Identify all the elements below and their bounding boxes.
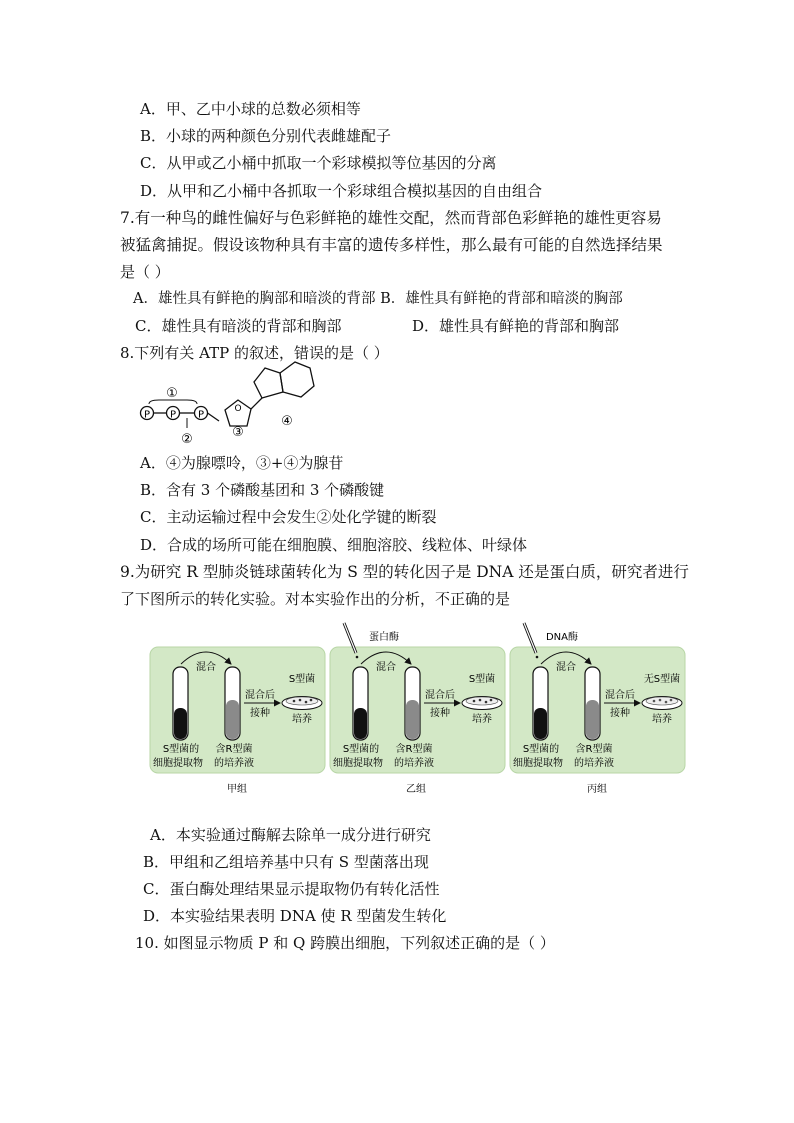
group-a-title: 甲组 [227,784,247,795]
group-c-title: 丙组 [587,784,607,795]
group-a-mix-label: 混合 [196,662,216,673]
q8-option-c: C．主动运输过程中会发生②处化学键的断裂 [140,508,437,526]
group-b-medium-label-2: 的培养液 [394,758,434,769]
group-c-medium-label-1: 含R型菌 [575,744,613,755]
q7-option-ab: A．雄性具有鲜艳的胸部和暗淡的背部 B．雄性具有鲜艳的背部和暗淡的胸部 [133,291,623,307]
group-b-enzyme-label: 蛋白酶 [369,632,399,643]
q9-option-d: D．本实验结果表明 DNA 使 R 型菌发生转化 [143,907,447,925]
group-c-enzyme-label: DNA酶 [545,632,579,643]
phosphate-p-2: P [169,409,177,421]
group-b-mix-label: 混合 [376,662,396,673]
atp-structure-figure [135,360,335,445]
group-c-extract-label-1: S型菌的 [522,744,560,755]
q9-stem-line-1: 9.为研究 R 型肺炎链球菌转化为 S 型的转化因子是 DNA 还是蛋白质，研究者进行 [120,563,689,581]
group-c-mix-label: 混合 [556,662,576,673]
group-c-inoculate-label-2: 接种 [610,708,630,719]
q9-option-b: B．甲组和乙组培养基中只有 S 型菌落出现 [143,853,429,871]
phosphate-p-3: P [197,409,205,421]
q6-option-b: B．小球的两种颜色分别代表雌雄配子 [140,127,392,145]
q7-option-d: D．雄性具有鲜艳的背部和胸部 [412,317,620,335]
q7-stem-line-2: 被猛禽捕捉。假设该物种具有丰富的遗传多样性，那么最有可能的自然选择结果 [120,236,663,254]
group-c-inoculate-label-1: 混合后 [605,690,635,701]
group-a-medium-label-2: 的培养液 [214,758,254,769]
atp-label-3: ③ [232,425,244,440]
group-c-panel [510,623,685,773]
group-a-culture-label: 培养 [292,714,312,725]
q8-option-a: A．④为腺嘌呤，③+④为腺苷 [140,454,344,472]
ribose-oxygen: O [234,404,242,414]
atp-label-4: ④ [281,414,293,429]
group-c-medium-label-2: 的培养液 [574,758,614,769]
q6-option-c: C．从甲或乙小桶中抓取一个彩球模拟等位基因的分离 [140,154,497,172]
group-b-inoculate-label-1: 混合后 [425,690,455,701]
q9-stem-line-2: 了下图所示的转化实验。对本实验作出的分析，不正确的是 [120,590,511,608]
group-b-title: 乙组 [406,784,426,795]
q7-stem-line-3: 是（ ） [120,263,170,281]
group-a-panel [150,647,325,773]
q8-stem: 8.下列有关 ATP 的叙述，错误的是（ ） [120,344,389,362]
q6-option-d: D．从甲和乙小桶中各抓取一个彩球组合模拟基因的自由组合 [140,182,543,200]
adenine-five-ring [254,368,283,398]
q9-option-c: C．蛋白酶处理结果显示提取物仍有转化活性 [143,880,440,898]
group-c-extract-label-2: 细胞提取物 [513,758,563,769]
group-b-culture-label: 培养 [472,714,492,725]
group-a-result: S型菌 [288,674,316,685]
group-a-inoculate-label-2: 接种 [250,708,270,719]
group-b-panel [330,623,505,773]
q7-stem-line-1: 7.有一种鸟的雌性偏好与色彩鲜艳的雄性交配，然而背部色彩鲜艳的雄性更容易 [120,209,662,227]
adenine-six-ring [280,362,314,397]
q8-option-d: D．合成的场所可能在细胞膜、细胞溶胶、线粒体、叶绿体 [140,536,528,554]
atp-label-1: ① [166,386,178,401]
group-b-extract-label-2: 细胞提取物 [333,758,383,769]
q10-stem: 10. 如图显示物质 P 和 Q 跨膜出细胞，下列叙述正确的是（ ） [135,934,555,952]
group-b-extract-label-1: S型菌的 [342,744,380,755]
transformation-experiment-figure [148,620,688,800]
group-a-extract-label-2: 细胞提取物 [153,758,203,769]
q8-option-b: B．含有 3 个磷酸基团和 3 个磷酸键 [140,481,385,499]
group-b-medium-label-1: 含R型菌 [395,744,433,755]
phosphate-p-1: P [143,409,151,421]
atp-label-2: ② [181,432,193,445]
group-b-inoculate-label-2: 接种 [430,708,450,719]
q9-option-a: A．本实验通过酶解去除单一成分进行研究 [150,826,431,844]
q7-option-c: C．雄性具有暗淡的背部和胸部 [135,317,342,335]
group-a-extract-label-1: S型菌的 [162,744,200,755]
group-c-culture-label: 培养 [652,714,672,725]
q6-option-a: A．甲、乙中小球的总数必须相等 [140,100,361,118]
group-b-result: S型菌 [468,674,496,685]
group-a-inoculate-label-1: 混合后 [245,690,275,701]
group-c-result: 无S型菌 [643,674,681,685]
group-a-medium-label-1: 含R型菌 [215,744,253,755]
